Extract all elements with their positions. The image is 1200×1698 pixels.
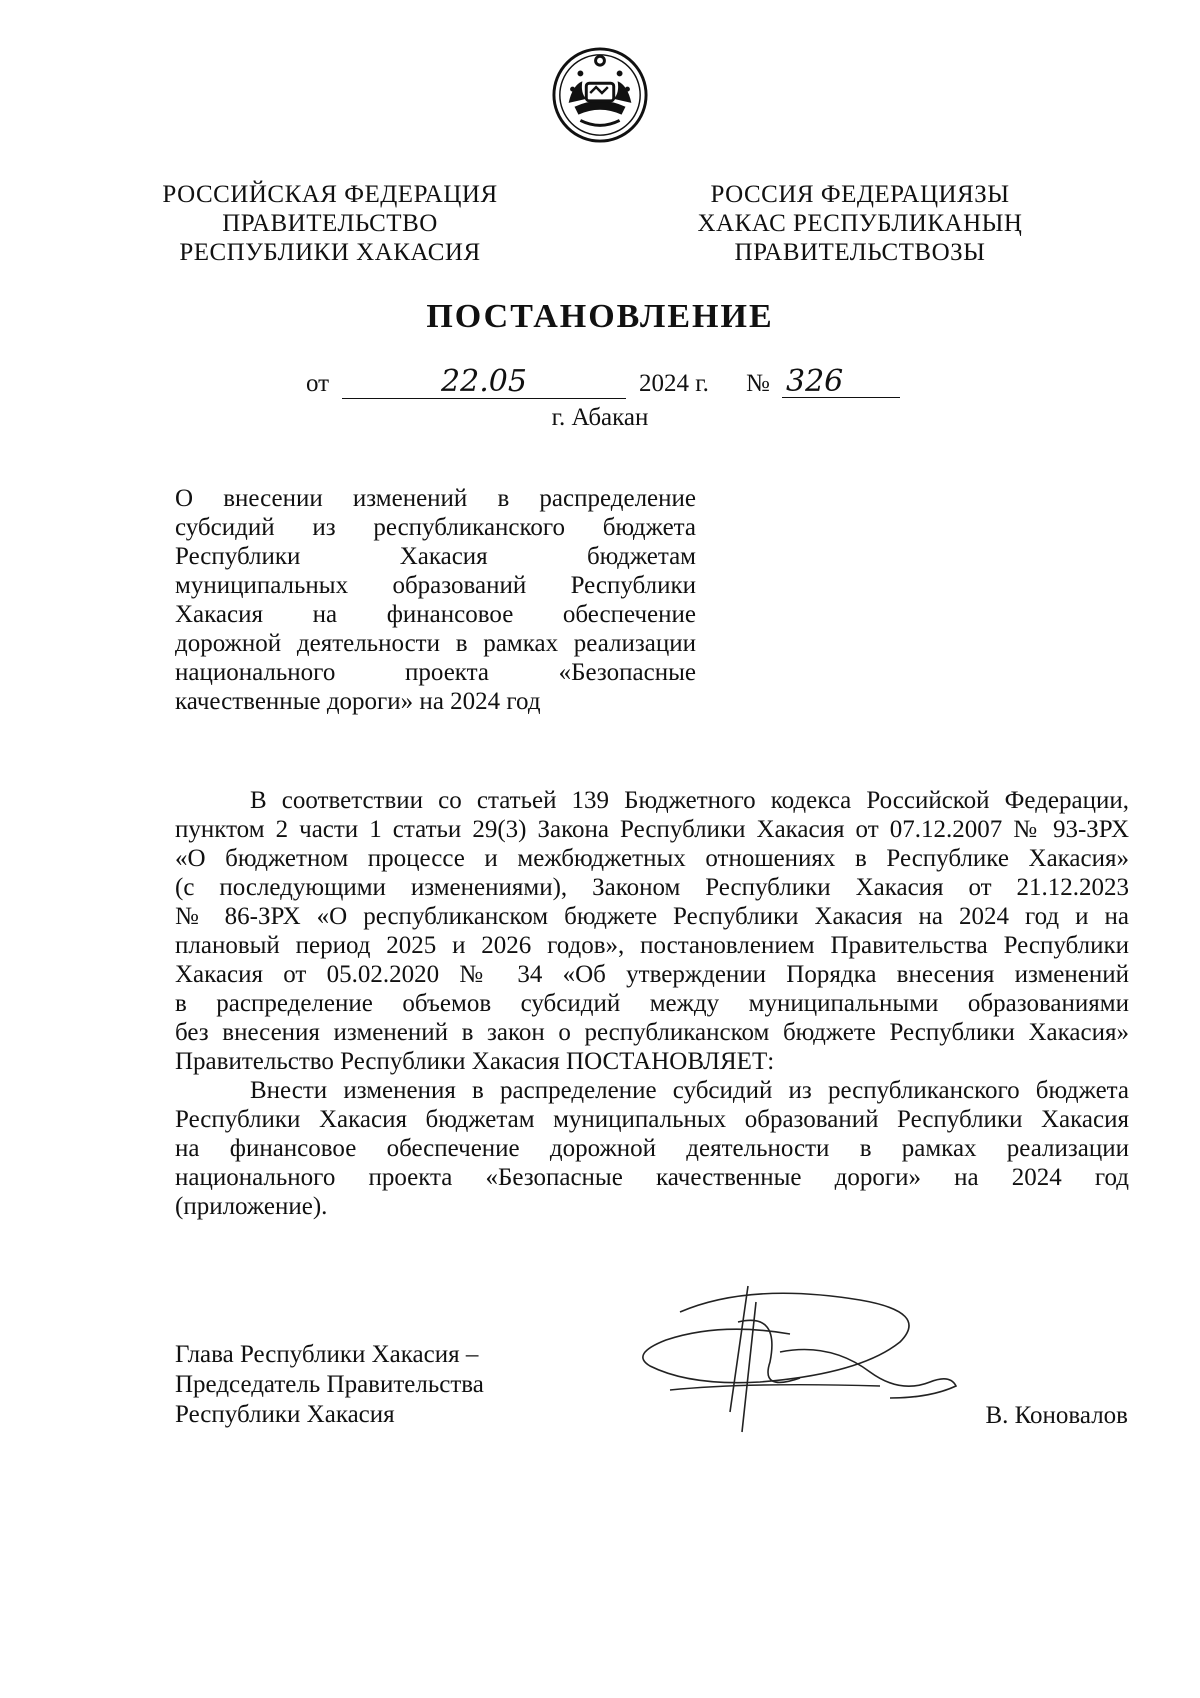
body-text [175,786,1129,1221]
header-khakas [665,180,1055,267]
header-right-line: РОССИЯ ФЕДЕРАЦИЯЗЫ [710,181,1010,208]
body-line: «О бюджетном процессе и межбюджетных отношениях в Республике Хакасия» [175,845,1129,872]
body-line: Внести изменения в распределение субсидий из республиканского бюджета [250,1077,1129,1104]
body-line: национального проекта «Безопасные качественные дороги» на 2024 год [175,1164,1129,1191]
body-line: в распределение объемов субсидий между муниципальными образованиями [175,990,1129,1017]
coat-of-arms-emblem [551,46,649,144]
position-line: Председатель Правительства [175,1371,484,1398]
header-right-line: ПРАВИТЕЛЬСТВОЗЫ [734,239,986,266]
subject-line: муниципальных образований Республики [175,572,696,599]
position-line: Республики Хакасия [175,1401,395,1428]
body-line: на финансовое обеспечение дорожной деятельности в рамках реализации [175,1135,1129,1162]
header-right-line: ХАКАС РЕСПУБЛИКАНЫҢ [697,210,1023,237]
signatory-position [175,1340,484,1430]
body-line: (приложение). [175,1193,328,1220]
body-line: Республики Хакасия бюджетам муниципальных образований Республики Хакасия [175,1106,1129,1133]
body-line: Правительство Республики Хакасия ПОСТАНОВЛЯЕТ: [175,1048,775,1075]
subject-block [175,484,696,716]
body-line: плановый период 2025 и 2026 годов», постановлением Правительства Республики [175,932,1129,959]
body-line: (с последующими изменениями), Законом Республики Хакасия от 21.12.2023 [175,874,1129,901]
body-line: Хакасия от 05.02.2020 № 34 «Об утверждении Порядка внесения изменений [175,961,1129,988]
handwritten-number: 326 [782,368,900,398]
subject-line: Республики Хакасия бюджетам [175,543,696,570]
subject-line: О внесении изменений в распределение [175,485,696,512]
position-line: Глава Республики Хакасия – [175,1341,479,1368]
body-line: без внесения изменений в закон о республиканском бюджете Республики Хакасия» [175,1019,1129,1046]
date-year: 2024 г. [639,370,709,397]
header-left-line: РОССИЙСКАЯ ФЕДЕРАЦИЯ [162,181,498,208]
subject-line: дорожной деятельности в рамках реализации [175,630,696,657]
subject-line: качественные дороги» на 2024 год [175,688,541,715]
header-russian [135,180,525,267]
handwritten-date: 22.05 [342,368,626,399]
document-title: ПОСТАНОВЛЕНИЕ [426,298,774,335]
date-prefix: от [306,370,330,397]
handwritten-signature [630,1282,960,1452]
city-name: г. Абакан [551,404,649,431]
signatory-name: В. Коновалов [985,1402,1128,1429]
body-line: В соответствии со статьей 139 Бюджетного кодекса Российской Федерации, [250,787,1129,814]
body-line: № 86-ЗРХ «О республиканском бюджете Республики Хакасия на 2024 год и на [175,903,1129,930]
subject-line: Хакасия на финансовое обеспечение [175,601,696,628]
subject-line: субсидий из республиканского бюджета [175,514,696,541]
body-line: пунктом 2 части 1 статьи 29(3) Закона Республики Хакасия от 07.12.2007 № 93-ЗРХ [175,816,1129,843]
number-label: № [746,370,770,397]
subject-line: национального проекта «Безопасные [175,659,696,686]
header-left-line: РЕСПУБЛИКИ ХАКАСИЯ [179,239,481,266]
header-left-line: ПРАВИТЕЛЬСТВО [222,210,438,237]
